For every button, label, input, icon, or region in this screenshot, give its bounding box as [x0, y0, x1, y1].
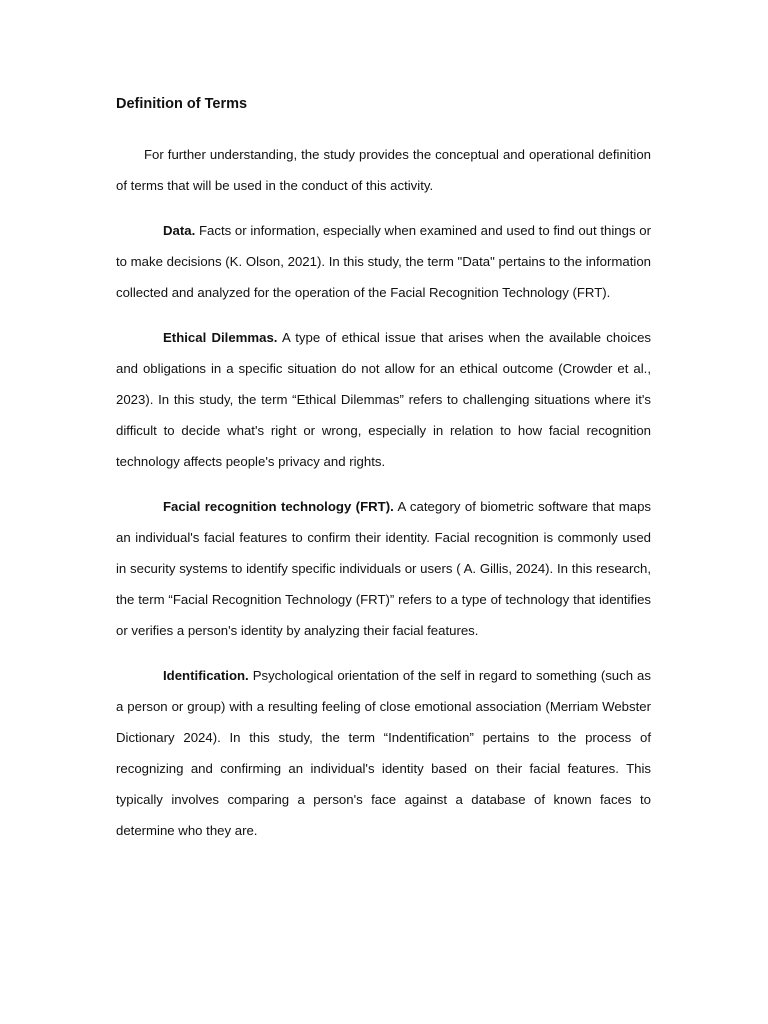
section-heading: Definition of Terms: [116, 96, 248, 112]
term-definition: Facts or information, especially when examined and used to find out things or to make decisions (K. Olson, 2021). In this study, the term "Data" pertains to the information collected and analyzed for the operation of the Facial Recognition Technology (FRT).: [116, 223, 652, 300]
term-data: [116, 215, 651, 308]
term-facial-recognition-technology: [116, 491, 651, 646]
term-definition: A category of biometric software that maps an individual's facial features to confirm their identity. Facial recognition is commonly used in security systems to identify specific individuals or users ( A. Gillis, 2024). In this research, the term “Facial Recognition Technology (FRT)” refers to a type of technology that identifies or verifies a person's identity by analyzing their facial features.: [116, 499, 652, 638]
term-identification: [116, 660, 651, 846]
term-label: Ethical Dilemmas.: [163, 330, 278, 345]
term-label: Data.: [163, 223, 196, 238]
document-body: [116, 94, 651, 846]
term-definition: A type of ethical issue that arises when the available choices and obligations in a specific situation do not allow for an ethical outcome (Crowder et al., 2023). In this study, the term “Ethical Dilemmas” refers to challenging situations where it's difficult to decide what's right or wrong, especially in relation to how facial recognition technology affects people's privacy and rights.: [116, 330, 652, 469]
term-definition: Psychological orientation of the self in regard to something (such as a person or group) with a resulting feeling of close emotional association (Merriam Webster Dictionary 2024). In this study, the term “Indentification” pertains to the process of recognizing and confirming an individual's identity based on their facial features. This typically involves comparing a person's face against a database of known faces to determine who they are.: [116, 668, 651, 838]
term-ethical-dilemmas: [116, 322, 651, 477]
term-label: Facial recognition technology (FRT).: [163, 499, 394, 514]
term-label: Identification.: [163, 668, 249, 683]
intro-paragraph: For further understanding, the study provides the conceptual and operational definition of terms that will be used in the conduct of this activity.: [116, 147, 651, 193]
